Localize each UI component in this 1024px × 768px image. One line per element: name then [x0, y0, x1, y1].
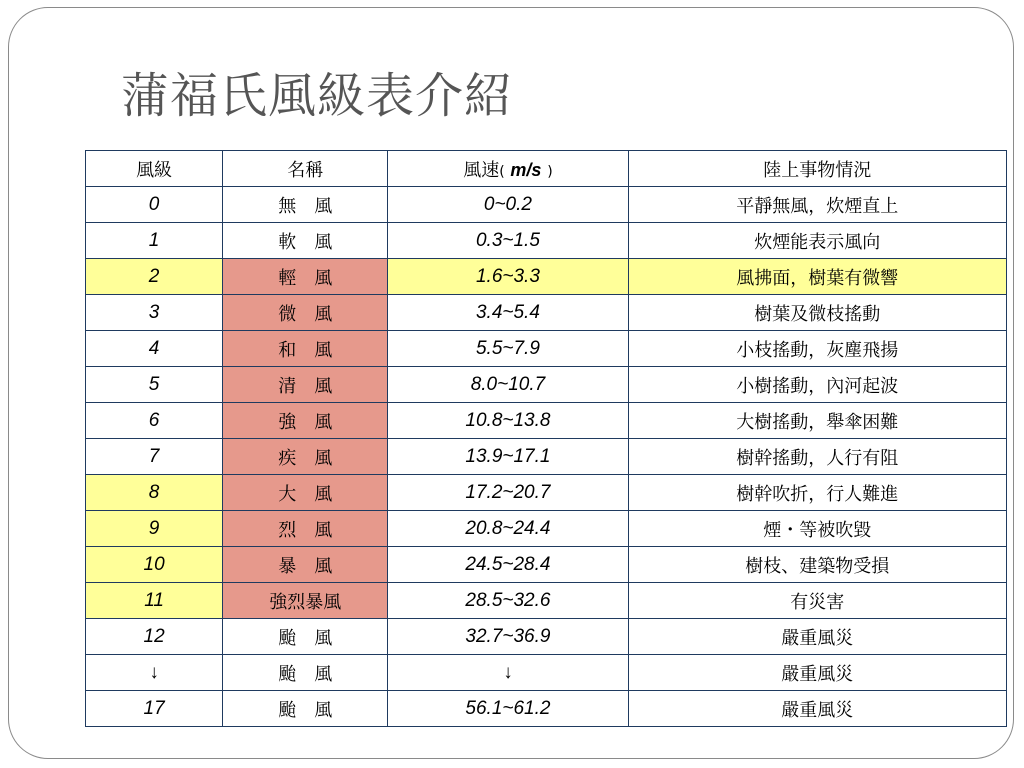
wind-level-cell: 8 [86, 475, 223, 511]
wind-speed-cell: 20.8~24.4 [388, 511, 628, 547]
wind-speed-cell: 17.2~20.7 [388, 475, 628, 511]
wind-name-cell: 和 風 [223, 331, 388, 367]
wind-level-cell: ↓ [86, 655, 223, 691]
wind-speed-cell: 24.5~28.4 [388, 547, 628, 583]
table-row [86, 583, 1007, 619]
wind-level-cell: 3 [86, 295, 223, 331]
header-speed-label: 風速 [463, 159, 500, 181]
land-condition-cell: 小樹搖動，內河起波 [628, 367, 1006, 403]
wind-level-cell: 5 [86, 367, 223, 403]
wind-name-cell: 暴 風 [223, 547, 388, 583]
wind-name-cell: 輕 風 [223, 259, 388, 295]
wind-level-cell: 9 [86, 511, 223, 547]
wind-level-cell: 10 [86, 547, 223, 583]
wind-name-cell: 疾 風 [223, 439, 388, 475]
beaufort-scale-table [85, 150, 1007, 727]
land-condition-cell: 嚴重風災 [628, 619, 1006, 655]
land-condition-cell: 煙・等被吹毀 [628, 511, 1006, 547]
wind-speed-cell: 3.4~5.4 [388, 295, 628, 331]
wind-name-cell: 無 風 [223, 187, 388, 223]
table-row [86, 439, 1007, 475]
wind-name-cell: 軟 風 [223, 223, 388, 259]
land-condition-cell: 樹幹搖動，人行有阻 [628, 439, 1006, 475]
land-condition-cell: 炊煙能表示風向 [628, 223, 1006, 259]
wind-speed-cell: 13.9~17.1 [388, 439, 628, 475]
wind-name-cell: 颱 風 [223, 619, 388, 655]
wind-level-cell: 17 [86, 691, 223, 727]
wind-level-cell: 2 [86, 259, 223, 295]
wind-name-cell: 清 風 [223, 367, 388, 403]
header-speed-close: ) [547, 163, 553, 180]
header-description: 陸上事物情況 [628, 151, 1006, 187]
land-condition-cell: 風拂面，樹葉有微響 [628, 259, 1006, 295]
wind-speed-cell: 0.3~1.5 [388, 223, 628, 259]
header-speed [388, 151, 628, 187]
header-speed-unit: m/s [510, 159, 542, 180]
header-level: 風級 [86, 151, 223, 187]
land-condition-cell: 樹幹吹折，行人難進 [628, 475, 1006, 511]
land-condition-cell: 嚴重風災 [628, 691, 1006, 727]
header-speed-open: ( [499, 163, 505, 180]
wind-name-cell: 強烈暴風 [223, 583, 388, 619]
land-condition-cell: 大樹搖動，舉傘困難 [628, 403, 1006, 439]
wind-level-cell: 12 [86, 619, 223, 655]
wind-level-cell: 11 [86, 583, 223, 619]
land-condition-cell: 嚴重風災 [628, 655, 1006, 691]
table-row [86, 295, 1007, 331]
table-row [86, 331, 1007, 367]
wind-level-cell: 6 [86, 403, 223, 439]
slide-title: 蒲福氏風級表介紹 [121, 68, 514, 124]
wind-name-cell: 烈 風 [223, 511, 388, 547]
wind-name-cell: 颱 風 [223, 691, 388, 727]
wind-name-cell: 颱 風 [223, 655, 388, 691]
wind-level-cell: 7 [86, 439, 223, 475]
wind-level-cell: 0 [86, 187, 223, 223]
wind-speed-cell: 8.0~10.7 [388, 367, 628, 403]
wind-speed-cell: 32.7~36.9 [388, 619, 628, 655]
land-condition-cell: 有災害 [628, 583, 1006, 619]
land-condition-cell: 樹葉及微枝搖動 [628, 295, 1006, 331]
table-row [86, 259, 1007, 295]
table-row [86, 367, 1007, 403]
table-row [86, 223, 1007, 259]
wind-speed-cell: 5.5~7.9 [388, 331, 628, 367]
wind-level-cell: 1 [86, 223, 223, 259]
table-row [86, 547, 1007, 583]
table-header-row [86, 151, 1007, 187]
table-row [86, 511, 1007, 547]
wind-speed-cell: 0~0.2 [388, 187, 628, 223]
wind-speed-cell: 56.1~61.2 [388, 691, 628, 727]
wind-speed-cell: 1.6~3.3 [388, 259, 628, 295]
table-row [86, 655, 1007, 691]
land-condition-cell: 樹枝、建築物受損 [628, 547, 1006, 583]
wind-name-cell: 強 風 [223, 403, 388, 439]
wind-speed-cell: 10.8~13.8 [388, 403, 628, 439]
table-row [86, 691, 1007, 727]
wind-speed-cell: ↓ [388, 655, 628, 691]
wind-speed-cell: 28.5~32.6 [388, 583, 628, 619]
wind-name-cell: 大 風 [223, 475, 388, 511]
land-condition-cell: 平靜無風，炊煙直上 [628, 187, 1006, 223]
table-row [86, 619, 1007, 655]
table-row [86, 475, 1007, 511]
table-body [86, 187, 1007, 727]
table-row [86, 403, 1007, 439]
wind-name-cell: 微 風 [223, 295, 388, 331]
header-name: 名稱 [223, 151, 388, 187]
wind-level-cell: 4 [86, 331, 223, 367]
land-condition-cell: 小枝搖動，灰塵飛揚 [628, 331, 1006, 367]
table-row [86, 187, 1007, 223]
